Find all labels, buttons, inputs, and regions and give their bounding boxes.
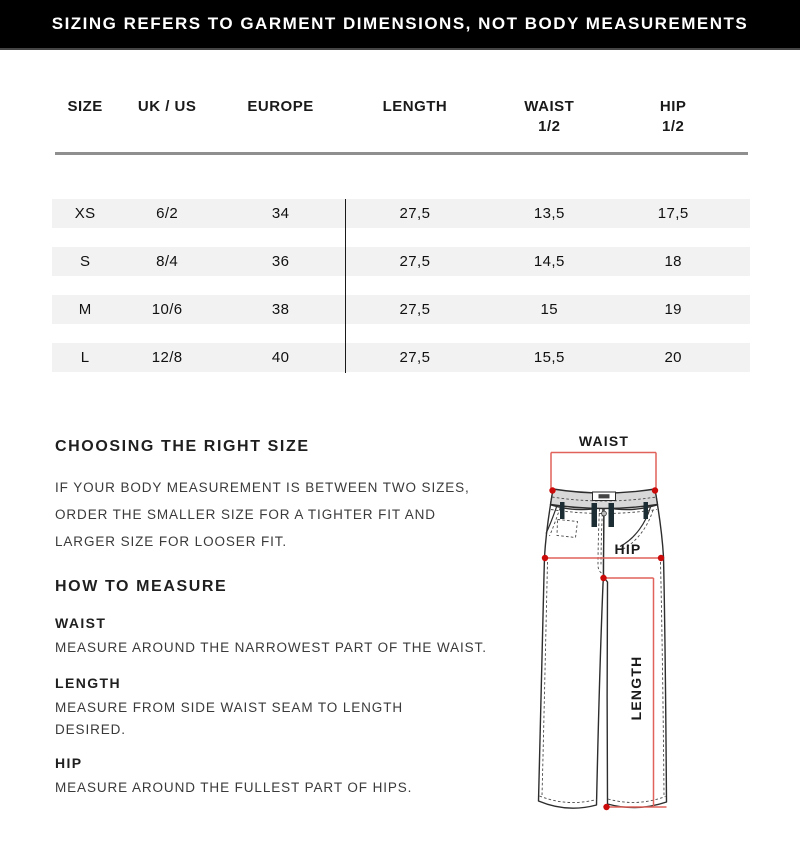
waist-dot-right	[652, 487, 658, 493]
table-column-divider	[345, 199, 346, 373]
desc-line: MEASURE FROM SIDE WAIST SEAM TO LENGTH	[55, 700, 403, 715]
column-header-length	[345, 97, 485, 137]
belt-loop	[609, 503, 615, 527]
cell-size: XS	[74, 205, 96, 222]
cell-size: L	[80, 349, 90, 366]
paragraph-line: IF YOUR BODY MEASUREMENT IS BETWEEN TWO SIZES,	[55, 480, 470, 495]
hip-dot-right	[658, 555, 664, 561]
column-sublabel: 1/2	[538, 118, 561, 135]
fly-button	[602, 511, 607, 516]
cell-length: 27,5	[399, 301, 431, 318]
desc-line: MEASURE AROUND THE FULLEST PART OF HIPS.	[55, 780, 413, 795]
cell-europe: 38	[271, 301, 290, 318]
header-divider-rule	[55, 152, 748, 155]
pants-right-leg	[604, 490, 667, 808]
cell-europe: 40	[271, 349, 290, 366]
pants-drawing	[539, 489, 667, 808]
measure-item-desc	[55, 697, 403, 741]
column-label: WAIST	[524, 98, 575, 115]
table-row-l	[52, 343, 750, 372]
diagram-length-label: LENGTH	[628, 655, 644, 721]
cell-length: 27,5	[399, 253, 431, 270]
waistband-tag-print	[599, 494, 610, 498]
cell-uk-us: 10/6	[151, 301, 183, 318]
cell-hip-half: 19	[664, 301, 682, 318]
column-header-waist-half	[485, 97, 614, 137]
how-to-measure-heading: HOW TO MEASURE	[55, 578, 228, 595]
cell-uk-us: 6/2	[156, 205, 179, 222]
choosing-size-heading: CHOOSING THE RIGHT SIZE	[55, 438, 310, 455]
measure-item-length	[55, 674, 403, 741]
diagram-waist-label: WAIST	[578, 433, 630, 449]
column-label: LENGTH	[382, 98, 448, 115]
column-sublabel: 1/2	[662, 118, 685, 135]
cell-europe: 36	[271, 253, 290, 270]
cell-europe: 34	[271, 205, 290, 222]
cell-length: 27,5	[399, 349, 431, 366]
cell-size: S	[79, 253, 91, 270]
choosing-size-paragraph	[55, 474, 470, 555]
cell-hip-half: 18	[664, 253, 682, 270]
disclaimer-banner	[0, 0, 800, 50]
measure-item-label: WAIST	[55, 615, 107, 631]
cell-hip-half: 17,5	[657, 205, 689, 222]
waist-dot-left	[549, 487, 555, 493]
column-header-uk-us	[118, 97, 216, 137]
belt-loop	[592, 503, 598, 527]
column-label: SIZE	[67, 98, 103, 115]
length-dot-bottom	[603, 804, 609, 810]
cell-waist-half: 15	[540, 301, 559, 318]
disclaimer-banner-text: SIZING REFERS TO GARMENT DIMENSIONS, NOT BODY MEASUREMENTS	[51, 14, 749, 33]
measure-item-hip	[55, 754, 412, 799]
measure-item-label: LENGTH	[55, 675, 121, 691]
cell-waist-half: 14,5	[533, 253, 565, 270]
column-label: EUROPE	[247, 98, 314, 115]
pants-left-leg	[539, 490, 605, 808]
belt-loop	[560, 502, 565, 519]
cell-length: 27,5	[399, 205, 431, 222]
cell-hip-half: 20	[664, 349, 682, 366]
cell-size: M	[78, 301, 92, 318]
paragraph-line: ORDER THE SMALLER SIZE FOR A TIGHTER FIT AND	[55, 507, 436, 522]
table-row-xs	[52, 199, 750, 228]
column-header-hip-half	[614, 97, 733, 137]
desc-line: MEASURE AROUND THE NARROWEST PART OF THE WAIST.	[55, 640, 487, 655]
column-label: HIP	[659, 98, 687, 115]
measure-item-label: HIP	[55, 755, 83, 771]
size-table-header	[52, 97, 750, 137]
measure-item-waist	[55, 614, 487, 659]
belt-loop	[644, 502, 649, 519]
hip-dot-left	[542, 555, 548, 561]
cell-uk-us: 8/4	[156, 253, 179, 270]
column-label: UK / US	[137, 98, 197, 115]
table-row-s	[52, 247, 750, 276]
column-header-europe	[216, 97, 345, 137]
cell-uk-us: 12/8	[151, 349, 183, 366]
column-header-size	[52, 97, 118, 137]
paragraph-line: LARGER SIZE FOR LOOSER FIT.	[55, 534, 288, 549]
cell-waist-half: 13,5	[533, 205, 565, 222]
measure-item-desc	[55, 637, 487, 659]
length-dot-top	[600, 575, 606, 581]
table-row-m	[52, 295, 750, 324]
diagram-hip-label: HIP	[614, 541, 642, 557]
waist-measure-line	[551, 453, 656, 489]
measure-item-desc	[55, 777, 412, 799]
desc-line: DESIRED.	[55, 722, 126, 737]
pants-diagram	[500, 420, 800, 856]
cell-waist-half: 15,5	[533, 349, 565, 366]
